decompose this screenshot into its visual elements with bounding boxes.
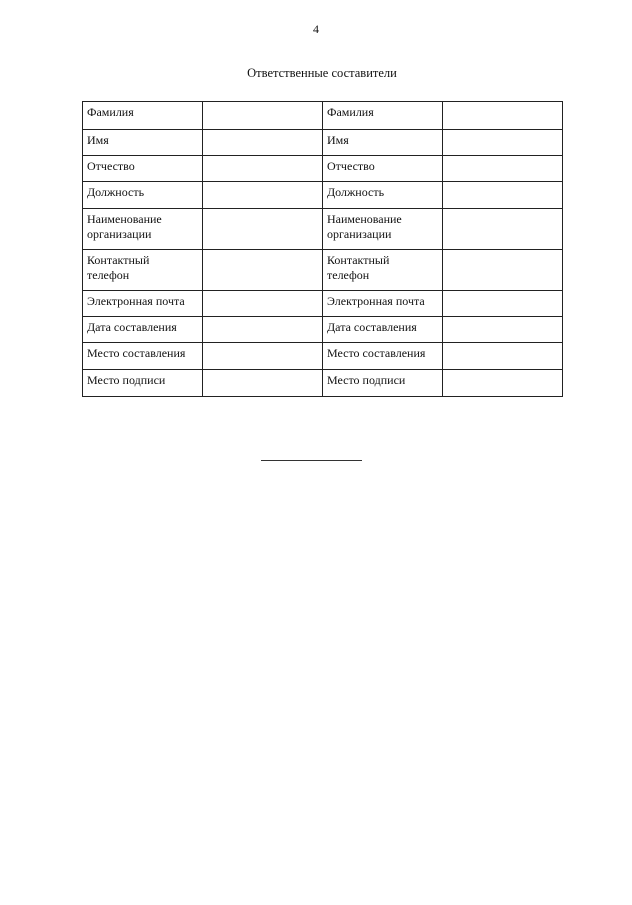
right-field-value[interactable] — [443, 250, 563, 291]
responsible-compilers-table — [82, 101, 563, 397]
table-row — [83, 250, 563, 291]
left-field-label: Фамилия — [83, 102, 203, 130]
left-field-value[interactable] — [203, 317, 323, 343]
table-row — [83, 317, 563, 343]
left-field-value[interactable] — [203, 209, 323, 250]
right-field-label: Отчество — [323, 156, 443, 182]
end-of-document-line — [261, 460, 362, 461]
left-field-value[interactable] — [203, 102, 323, 130]
right-field-label: Контактный телефон — [323, 250, 443, 291]
left-field-label: Отчество — [83, 156, 203, 182]
left-field-label: Дата составления — [83, 317, 203, 343]
left-field-label: Имя — [83, 130, 203, 156]
table-row — [83, 343, 563, 370]
left-field-label: Наименование организации — [83, 209, 203, 250]
table-row — [83, 291, 563, 317]
right-field-value[interactable] — [443, 343, 563, 370]
right-field-label: Фамилия — [323, 102, 443, 130]
right-field-value[interactable] — [443, 102, 563, 130]
right-field-value[interactable] — [443, 156, 563, 182]
table-row — [83, 156, 563, 182]
document-title: Ответственные составители — [247, 66, 397, 80]
table-row — [83, 209, 563, 250]
left-field-value[interactable] — [203, 250, 323, 291]
left-field-value[interactable] — [203, 370, 323, 397]
table-row — [83, 130, 563, 156]
left-field-label: Место подписи — [83, 370, 203, 397]
table-row — [83, 102, 563, 130]
left-field-label: Контактный телефон — [83, 250, 203, 291]
right-field-label: Дата составления — [323, 317, 443, 343]
left-field-value[interactable] — [203, 156, 323, 182]
left-field-label: Место составления — [83, 343, 203, 370]
left-field-value[interactable] — [203, 291, 323, 317]
right-field-label: Должность — [323, 182, 443, 209]
right-field-value[interactable] — [443, 209, 563, 250]
right-field-value[interactable] — [443, 291, 563, 317]
right-field-value[interactable] — [443, 370, 563, 397]
right-field-label: Наименование организации — [323, 209, 443, 250]
page-number: 4 — [313, 22, 319, 36]
right-field-label: Имя — [323, 130, 443, 156]
right-field-label: Место составления — [323, 343, 443, 370]
right-field-label: Электронная почта — [323, 291, 443, 317]
table-row — [83, 182, 563, 209]
left-field-label: Должность — [83, 182, 203, 209]
right-field-label: Место подписи — [323, 370, 443, 397]
table-row — [83, 370, 563, 397]
left-field-label: Электронная почта — [83, 291, 203, 317]
right-field-value[interactable] — [443, 130, 563, 156]
left-field-value[interactable] — [203, 130, 323, 156]
left-field-value[interactable] — [203, 182, 323, 209]
right-field-value[interactable] — [443, 182, 563, 209]
left-field-value[interactable] — [203, 343, 323, 370]
right-field-value[interactable] — [443, 317, 563, 343]
